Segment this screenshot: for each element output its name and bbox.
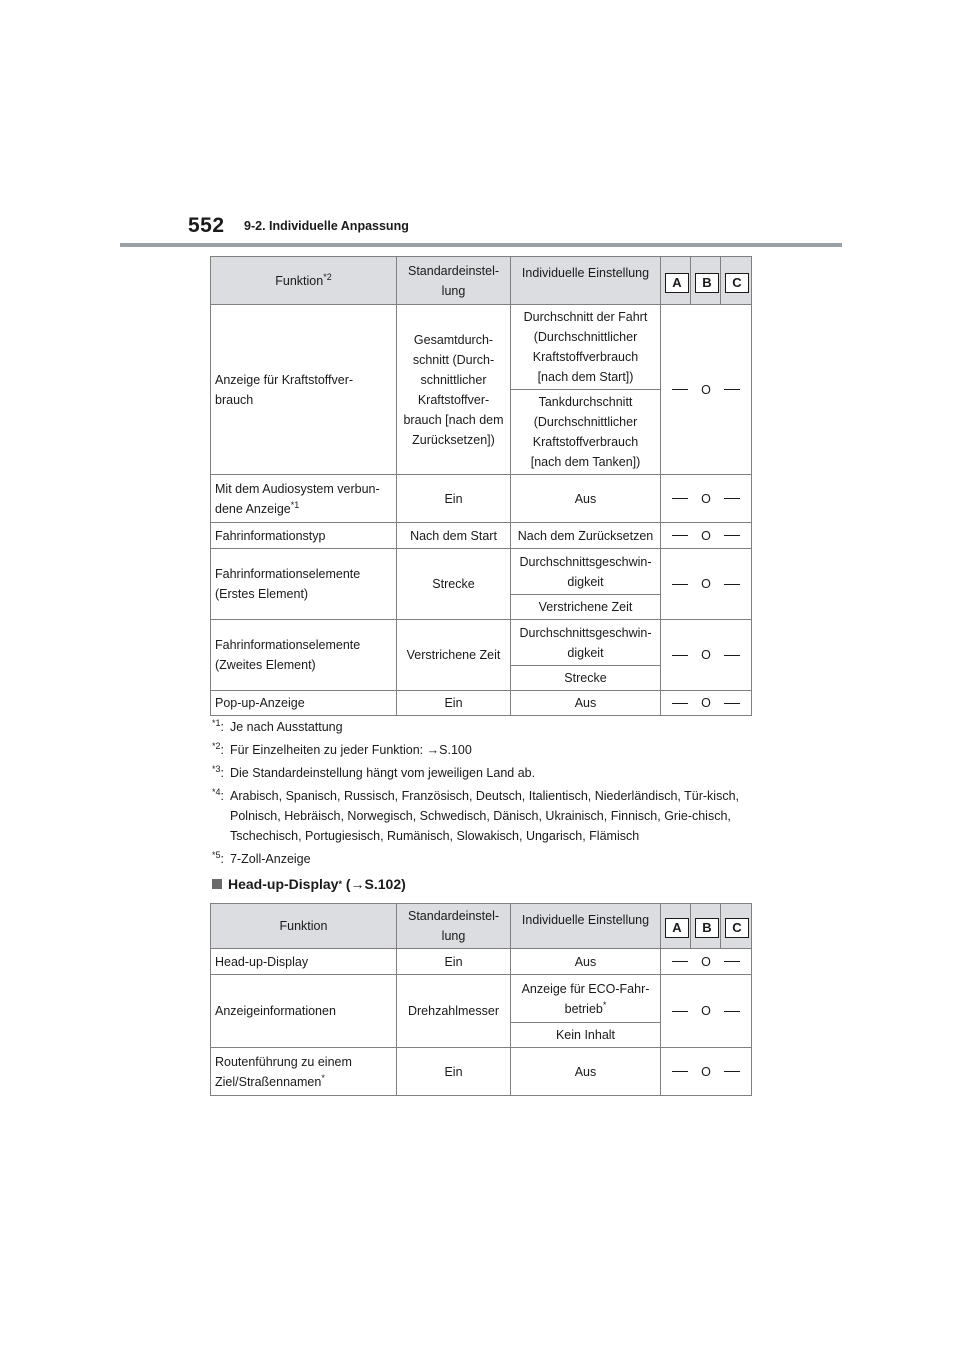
cell-custom: Anzeige für ECO-Fahr- betrieb* — [511, 975, 661, 1023]
letter-a-icon: A — [665, 918, 689, 938]
cell-default: Nach dem Start — [397, 523, 511, 549]
table-row — [211, 949, 752, 975]
section-title: 9-2. Individuelle Anpassung — [244, 219, 409, 233]
cell-abc — [661, 691, 752, 716]
square-bullet-icon — [212, 879, 222, 889]
dash-icon — [672, 961, 688, 962]
header-divider — [120, 243, 842, 247]
cell-abc — [661, 1048, 752, 1096]
cell-default: Gesamtdurch- schnitt (Durch- schnittlicher Kraftstoffver- brauch [nach dem Zurücksetzen]) — [397, 305, 511, 475]
cell-custom: Verstrichene Zeit — [511, 595, 661, 620]
cell-b-value: O — [701, 528, 711, 543]
dash-icon — [672, 535, 688, 536]
cell-b-value: O — [701, 954, 711, 969]
table-row — [211, 305, 752, 390]
cell-default: Strecke — [397, 549, 511, 620]
dash-icon — [672, 1071, 688, 1072]
cell-function: Head-up-Display — [211, 949, 397, 975]
dash-icon — [672, 703, 688, 704]
cell-abc — [661, 549, 752, 620]
cell-function: Fahrinformationstyp — [211, 523, 397, 549]
cell-function: Routenführung zu einem Ziel/Straßennamen* — [211, 1048, 397, 1096]
table-row — [211, 1048, 752, 1096]
dash-icon — [724, 1011, 740, 1012]
cell-b-value: O — [701, 491, 711, 506]
footnote: $^{*2}$: Für Einzelheiten zu jeder Funktion: →S.100 — [212, 740, 472, 757]
footnote: $^{*4}$: Arabisch, Spanisch, Russisch, Französisch, Deutsch, Italientisch, Niederländisch, Tür-kisch, Polnisch, Hebräisch, Norwegisch, Schwedisch, Dänisch, Ukrainisch, Finnisch, Grie-chisch, Tschechisch, Portugiesisch, Rumänisch, Slowakisch, Ungarisch, Flämisch — [212, 786, 740, 843]
header-default: Standardeinstel- lung — [397, 257, 511, 305]
table-header-row — [211, 257, 752, 305]
table-row — [211, 691, 752, 716]
cell-default: Ein — [397, 1048, 511, 1096]
dash-icon — [672, 389, 688, 390]
header-b — [691, 904, 721, 949]
dash-icon — [724, 584, 740, 585]
cell-default: Verstrichene Zeit — [397, 620, 511, 691]
cell-abc — [661, 949, 752, 975]
dash-icon — [672, 1011, 688, 1012]
cell-b-value: O — [701, 696, 711, 710]
cell-abc — [661, 523, 752, 549]
cell-custom: Durchschnittsgeschwin- digkeit — [511, 549, 661, 595]
letter-b-icon: B — [695, 273, 719, 293]
footnotes — [212, 717, 752, 872]
cell-custom: Aus — [511, 1048, 661, 1096]
cell-b-value: O — [701, 382, 711, 397]
cell-function: Fahrinformationselemente (Zweites Element) — [211, 620, 397, 691]
cell-custom: Aus — [511, 475, 661, 523]
cell-custom: Aus — [511, 949, 661, 975]
header-function: Funktion$^{*2}$ — [211, 257, 397, 305]
cell-abc — [661, 305, 752, 475]
table-header-row — [211, 904, 752, 949]
cell-custom: Aus — [511, 691, 661, 716]
dash-icon — [724, 535, 740, 536]
cell-default: Ein — [397, 475, 511, 523]
header-a — [661, 904, 691, 949]
header-custom: Individuelle Einstellung — [511, 257, 661, 305]
cell-default: Drehzahlmesser — [397, 975, 511, 1048]
table-row — [211, 549, 752, 595]
dash-icon — [724, 703, 740, 704]
cell-default: Ein — [397, 949, 511, 975]
table-row — [211, 523, 752, 549]
header-function: Funktion — [211, 904, 397, 949]
table-row — [211, 620, 752, 666]
cell-custom: Kein Inhalt — [511, 1023, 661, 1048]
cell-function: Anzeigeinformationen — [211, 975, 397, 1048]
settings-table-1 — [210, 256, 752, 716]
dash-icon — [672, 655, 688, 656]
cell-function: Mit dem Audiosystem verbun- dene Anzeige$^{*1}$ — [211, 475, 397, 523]
letter-c-icon: C — [725, 273, 749, 293]
dash-icon — [724, 655, 740, 656]
header-default: Standardeinstel- lung — [397, 904, 511, 949]
letter-c-icon: C — [725, 918, 749, 938]
dash-icon — [724, 389, 740, 390]
dash-icon — [724, 1071, 740, 1072]
header-a — [661, 257, 691, 305]
header-c — [721, 257, 752, 305]
footnote: $^{*1}$: Je nach Ausstattung — [212, 717, 343, 734]
dash-icon — [672, 584, 688, 585]
dash-icon — [672, 498, 688, 499]
cell-b-value: O — [701, 577, 711, 591]
cell-custom: Tankdurchschnitt (Durchschnittlicher Kraftstoffverbrauch [nach dem Tanken]) — [511, 390, 661, 475]
cell-function: Pop-up-Anzeige — [211, 691, 397, 716]
cell-b-value: O — [701, 648, 711, 662]
footnote: $^{*5}$: 7-Zoll-Anzeige — [212, 849, 311, 866]
header-custom: Individuelle Einstellung — [511, 904, 661, 949]
settings-table-2 — [210, 903, 752, 1096]
cell-abc — [661, 620, 752, 691]
cell-b-value: O — [701, 1004, 711, 1018]
cell-custom: Durchschnitt der Fahrt (Durchschnittlicher Kraftstoffverbrauch [nach dem Start]) — [511, 305, 661, 390]
page-number: 552 — [188, 214, 225, 237]
cell-abc — [661, 975, 752, 1048]
cell-function: Anzeige für Kraftstoffver- brauch — [211, 305, 397, 475]
footnote: $^{*3}$: Die Standardeinstellung hängt vom jeweiligen Land ab. — [212, 763, 536, 780]
letter-b-icon: B — [695, 918, 719, 938]
cell-function: Fahrinformationselemente (Erstes Element) — [211, 549, 397, 620]
dash-icon — [724, 961, 740, 962]
cell-b-value: O — [701, 1064, 711, 1079]
cell-custom: Strecke — [511, 666, 661, 691]
dash-icon — [724, 498, 740, 499]
page-reference: (→S.102) — [345, 876, 406, 892]
cell-default: Ein — [397, 691, 511, 716]
table-row — [211, 475, 752, 523]
cell-abc — [661, 475, 752, 523]
letter-a-icon: A — [665, 273, 689, 293]
cell-custom: Durchschnittsgeschwin- digkeit — [511, 620, 661, 666]
header-b — [691, 257, 721, 305]
header-c — [721, 904, 752, 949]
cell-custom: Nach dem Zurücksetzen — [511, 523, 661, 549]
hud-heading: Head-up-Display * (→S.102) — [212, 876, 406, 892]
table-row — [211, 975, 752, 1023]
